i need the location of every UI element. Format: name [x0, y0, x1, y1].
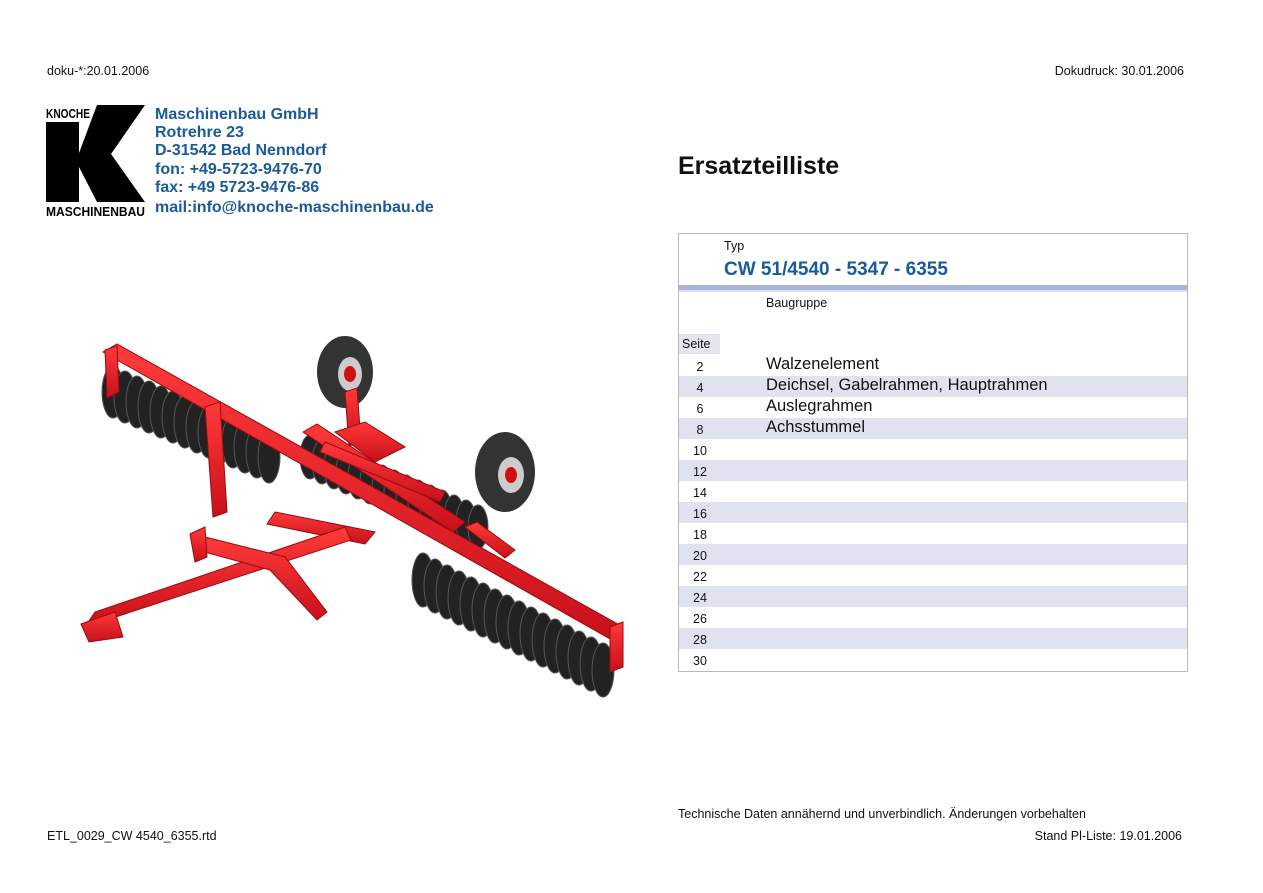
- page-title: Ersatzteilliste: [678, 152, 840, 180]
- row-page: 2: [696, 360, 704, 374]
- row-page: 6: [696, 402, 704, 416]
- row-page: 4: [696, 381, 704, 395]
- table-row: [679, 544, 1187, 565]
- row-page: 22: [693, 570, 707, 584]
- row-page: 20: [693, 549, 707, 563]
- page-column-header: Seite: [679, 334, 720, 354]
- table-row: [679, 565, 1187, 586]
- row-page: 14: [693, 486, 707, 500]
- row-page: 8: [696, 423, 704, 437]
- company-logo: [45, 105, 147, 217]
- company-street: Rotrehre 23: [155, 124, 244, 142]
- table-row: [679, 649, 1187, 670]
- typ-label: Typ: [724, 239, 745, 253]
- row-page: 10: [693, 444, 707, 458]
- row-page: 16: [693, 507, 707, 521]
- file-name: ETL_0029_CW 4540_6355.rtd: [47, 829, 217, 843]
- table-row: [679, 523, 1187, 544]
- group-label: Baugruppe: [766, 296, 828, 310]
- table-row: [679, 502, 1187, 523]
- typ-value: CW 51/4540 - 5347 - 6355: [724, 259, 948, 280]
- machine-illustration: [45, 322, 640, 702]
- row-page: 12: [693, 465, 707, 479]
- table-row[interactable]: [679, 397, 1187, 418]
- table-row[interactable]: [679, 376, 1187, 397]
- doku-date: doku-*:20.01.2006: [47, 64, 150, 78]
- table-row: [679, 628, 1187, 649]
- row-page: 30: [693, 654, 707, 668]
- logo-top-text: KNOCHE: [46, 106, 91, 121]
- row-description: Achsstummel: [766, 418, 866, 436]
- logo-bottom-text: MASCHINENBAU: [46, 204, 145, 217]
- company-city: D-31542 Bad Nenndorf: [155, 142, 327, 160]
- disclaimer-text: Technische Daten annähernd und unverbindlich. Änderungen vorbehalten: [678, 807, 1086, 821]
- table-row: [679, 460, 1187, 481]
- parts-index-rows: [679, 355, 1187, 670]
- table-row: [679, 586, 1187, 607]
- table-row[interactable]: [679, 355, 1187, 376]
- header-divider-shadow: [679, 290, 1187, 292]
- row-page: 18: [693, 528, 707, 542]
- table-row[interactable]: [679, 418, 1187, 439]
- parts-index-table: [678, 233, 1188, 672]
- stand-date: Stand Pl-Liste: 19.01.2006: [1034, 829, 1182, 843]
- company-address: [155, 106, 434, 217]
- row-description: Auslegrahmen: [766, 397, 873, 415]
- table-row: [679, 481, 1187, 502]
- company-fax: fax: +49 5723-9476-86: [155, 178, 320, 196]
- row-page: 28: [693, 633, 707, 647]
- table-row: [679, 607, 1187, 628]
- company-phone: fon: +49-5723-9476-70: [155, 160, 322, 178]
- company-mail[interactable]: mail:info@knoche-maschinenbau.de: [155, 199, 434, 217]
- company-name: Maschinenbau GmbH: [155, 106, 319, 123]
- row-description: Walzenelement: [766, 355, 880, 373]
- row-page: 24: [693, 591, 707, 605]
- print-date: Dokudruck: 30.01.2006: [1054, 64, 1184, 78]
- row-page: 26: [693, 612, 707, 626]
- table-row: [679, 439, 1187, 460]
- row-description: Deichsel, Gabelrahmen, Hauptrahmen: [766, 376, 1048, 394]
